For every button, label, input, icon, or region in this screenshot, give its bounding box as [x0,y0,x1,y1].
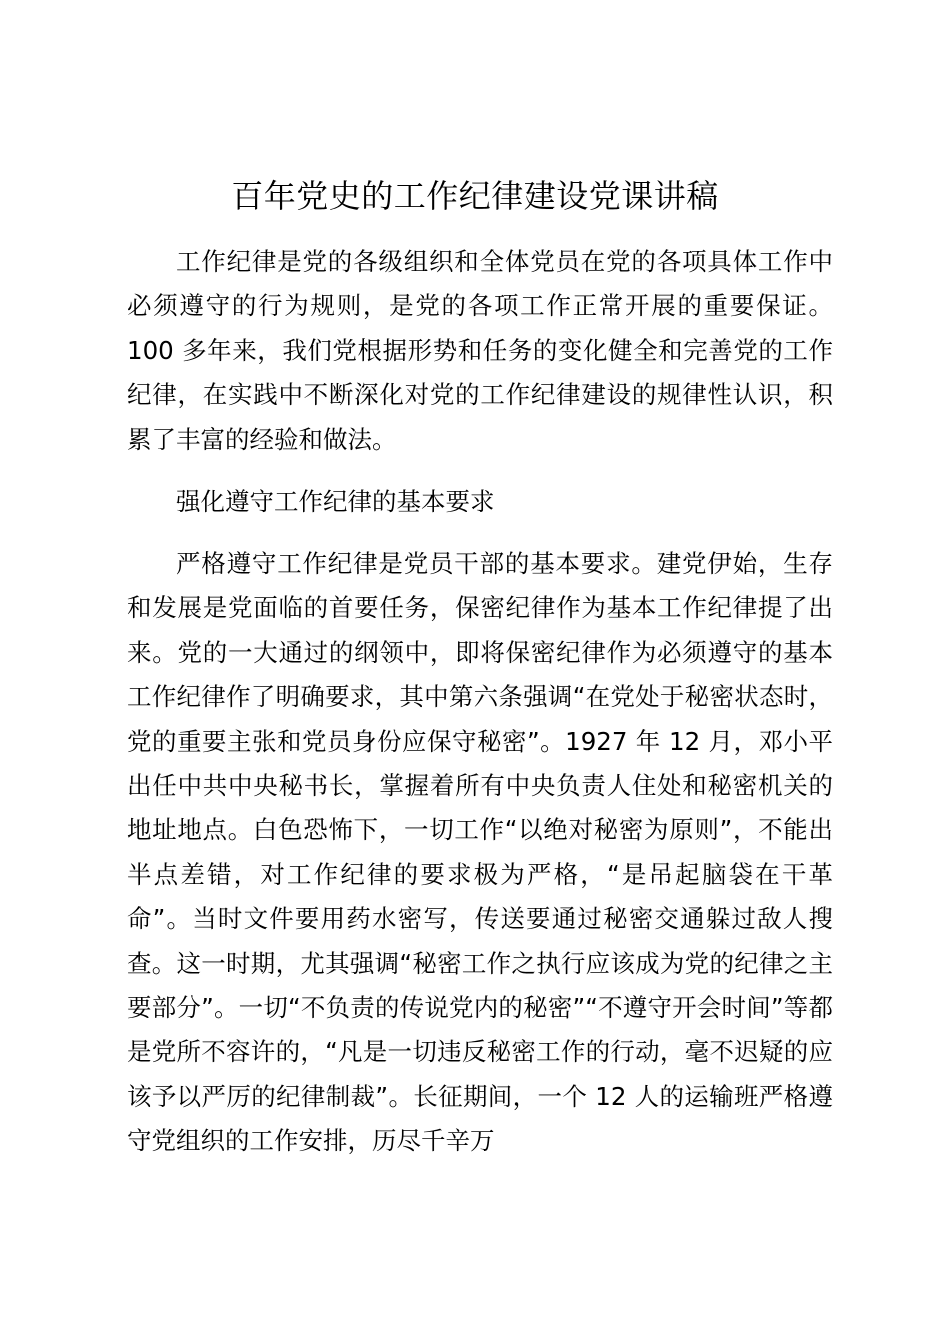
section-heading: 强化遵守工作纪律的基本要求 [176,487,495,516]
document-title: 百年党史的工作纪律建设党课讲稿 [231,177,719,215]
intro-paragraph: 工作纪律是党的各级组织和全体党员在党的各项具体工作中必须遵守的行为规则，是党的各项工作正常开展的重要保证。100 多年来，我们党根据形势和任务的变化健全和完善党的工作纪律，在实践中不断深化对党的工作纪律建设的规律性认识，积累了丰富的经验和做法。 [127,247,833,454]
body-paragraph: 严格遵守工作纪律是党员干部的基本要求。建党伊始，生存和发展是党面临的首要任务，保密纪律作为基本工作纪律提了出来。党的一大通过的纲领中，即将保密纪律作为必须遵守的基本工作纪律作了明确要求，其中第六条强调“在党处于秘密状态时，党的重要主张和党员身份应保守秘密”。1927 年 12 月，邓小平出任中共中央秘书长，掌握着所有中央负责人住处和秘密机关的地址地点。白色恐怖下，一切工作“以绝对秘密为原则”，不能出半点差错，对工作纪律的要求极为严格，“是吊起脑袋在干革命”。当时文件要用药水密写，传送要通过秘密交通躲过敌人搜查。这一时期，尤其强调“秘密工作之执行应该成为党的纪律之主要部分”。一切“不负责的传说党内的秘密”“不遵守开会时间”等都是党所不容许的，“凡是一切违反秘密工作的行动，毫不迟疑的应该予以严厉的纪律制裁”。长征期间，一个 12 人的运输班严格遵守党组织的工作安排，历尽千辛万 [127,549,833,1156]
